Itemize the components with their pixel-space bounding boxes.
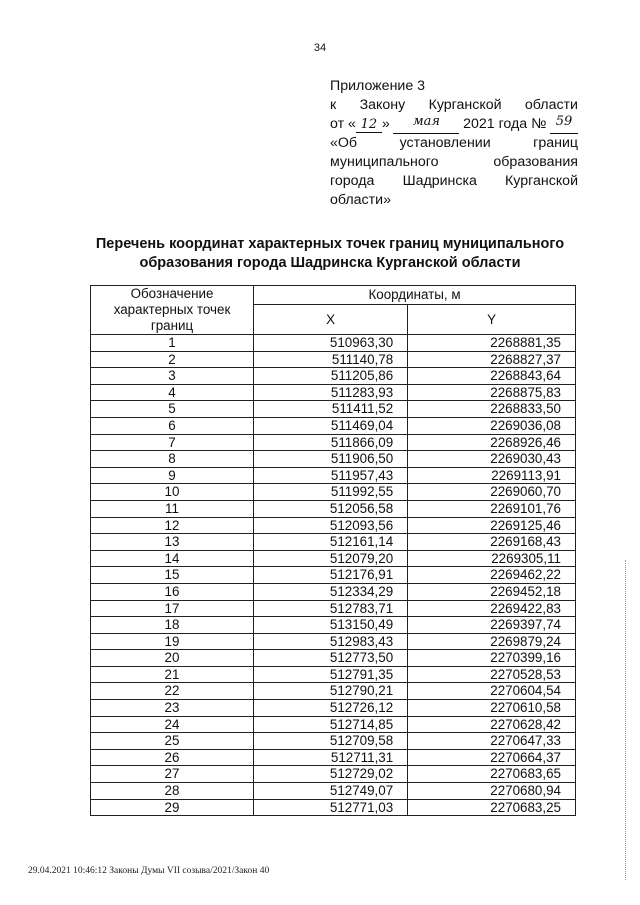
point-number-cell: 18 (91, 617, 254, 634)
annex-word: к (330, 97, 337, 113)
table-row (91, 733, 576, 750)
table-row (91, 749, 576, 766)
point-number-cell: 5 (91, 401, 254, 418)
annex-word: «Об (330, 135, 358, 151)
annex-word: образования (493, 154, 578, 170)
date-year: 2021 года № (463, 116, 547, 132)
table-row (91, 484, 576, 501)
annex-word: установлении (399, 135, 491, 151)
x-coordinate-cell: 511866,09 (254, 434, 408, 451)
y-coordinate-cell: 2269036,08 (408, 417, 576, 434)
annex-word: Закону (359, 97, 406, 113)
y-coordinate-cell: 2270628,42 (408, 716, 576, 733)
table-row (91, 683, 576, 700)
y-coordinate-cell: 2268843,64 (408, 368, 576, 385)
x-coordinate-cell: 511906,50 (254, 451, 408, 468)
table-row (91, 700, 576, 717)
table-row (91, 600, 576, 617)
y-coordinate-cell: 2269030,43 (408, 451, 576, 468)
y-coordinate-cell: 2270664,37 (408, 749, 576, 766)
y-coordinate-cell: 2269060,70 (408, 484, 576, 501)
annex-date-line (330, 115, 578, 134)
point-number-cell: 16 (91, 583, 254, 600)
point-number-cell: 13 (91, 534, 254, 551)
date-group (330, 115, 390, 134)
table-row (91, 583, 576, 600)
x-coordinate-cell: 512714,85 (254, 716, 408, 733)
table-body (91, 335, 576, 816)
annex-word: города (330, 173, 375, 189)
table-row (91, 401, 576, 418)
table-row (91, 783, 576, 800)
point-number-cell: 2 (91, 351, 254, 368)
x-coordinate-cell: 512790,21 (254, 683, 408, 700)
page-number: 34 (313, 42, 327, 54)
point-number-cell: 29 (91, 799, 254, 816)
y-coordinate-cell: 2269422,83 (408, 600, 576, 617)
y-coordinate-cell: 2270647,33 (408, 733, 576, 750)
x-coordinate-cell: 511205,86 (254, 368, 408, 385)
table-row (91, 550, 576, 567)
document-heading (60, 235, 600, 273)
x-coordinate-cell: 510963,30 (254, 335, 408, 352)
y-coordinate-cell: 2268881,35 (408, 335, 576, 352)
y-coordinate-cell: 2269125,46 (408, 517, 576, 534)
margin-registration-stamp (625, 560, 632, 880)
table-row (91, 766, 576, 783)
y-coordinate-cell: 2270610,58 (408, 700, 576, 717)
annex-line-7: области» (330, 192, 391, 208)
point-number-cell: 10 (91, 484, 254, 501)
annex-word: Курганской (428, 97, 502, 113)
header-designation: Обозначение характерных точек границ (91, 286, 254, 335)
table-row (91, 384, 576, 401)
point-number-cell: 1 (91, 335, 254, 352)
table-row (91, 417, 576, 434)
table-row (91, 716, 576, 733)
x-coordinate-cell: 511469,04 (254, 417, 408, 434)
y-coordinate-cell: 2268926,46 (408, 434, 576, 451)
x-coordinate-cell: 511411,52 (254, 401, 408, 418)
x-coordinate-cell: 512771,03 (254, 799, 408, 816)
annex-line-5 (330, 153, 578, 172)
x-coordinate-cell: 512783,71 (254, 600, 408, 617)
x-coordinate-cell: 512093,56 (254, 517, 408, 534)
point-number-cell: 12 (91, 517, 254, 534)
table-row (91, 567, 576, 584)
point-number-cell: 6 (91, 417, 254, 434)
y-coordinate-cell: 2268827,37 (408, 351, 576, 368)
header-x: X (254, 304, 408, 334)
point-number-cell: 19 (91, 633, 254, 650)
header-coordinates: Координаты, м (254, 286, 576, 305)
x-coordinate-cell: 511283,93 (254, 384, 408, 401)
x-coordinate-cell: 512056,58 (254, 500, 408, 517)
table-row (91, 666, 576, 683)
x-coordinate-cell: 512773,50 (254, 650, 408, 667)
x-coordinate-cell: 512161,14 (254, 534, 408, 551)
annex-word: области (524, 97, 578, 113)
table-row (91, 467, 576, 484)
y-coordinate-cell: 2270528,53 (408, 666, 576, 683)
annex-block (330, 77, 578, 210)
x-coordinate-cell: 512729,02 (254, 766, 408, 783)
point-number-cell: 20 (91, 650, 254, 667)
point-number-cell: 25 (91, 733, 254, 750)
y-coordinate-cell: 2269879,24 (408, 633, 576, 650)
heading-line-1: Перечень координат характерных точек границ муниципального (95, 236, 565, 252)
y-coordinate-cell: 2270680,94 (408, 783, 576, 800)
y-coordinate-cell: 2270683,65 (408, 766, 576, 783)
y-coordinate-cell: 2269305,11 (408, 550, 576, 567)
y-coordinate-cell: 2269462,22 (408, 567, 576, 584)
annex-title: Приложение 3 (330, 78, 426, 94)
annex-line-6 (330, 172, 578, 191)
point-number-cell: 24 (91, 716, 254, 733)
date-mid: » (381, 116, 390, 132)
table-row (91, 335, 576, 352)
annex-word: муниципального (330, 154, 439, 170)
coordinates-table (90, 285, 576, 816)
point-number-cell: 23 (91, 700, 254, 717)
x-coordinate-cell: 512726,12 (254, 700, 408, 717)
handwritten-day: 12 (356, 118, 382, 133)
y-coordinate-cell: 2270604,54 (408, 683, 576, 700)
x-coordinate-cell: 512983,43 (254, 633, 408, 650)
header-y: Y (408, 304, 576, 334)
table-row (91, 451, 576, 468)
point-number-cell: 21 (91, 666, 254, 683)
x-coordinate-cell: 512709,58 (254, 733, 408, 750)
table-row (91, 500, 576, 517)
point-number-cell: 8 (91, 451, 254, 468)
y-coordinate-cell: 2269113,91 (408, 467, 576, 484)
annex-line-2 (330, 96, 578, 115)
annex-word: границ (533, 135, 578, 151)
footer-filepath: 29.04.2021 10:46:12 Законы Думы VII созыва/2021/Закон 40 (28, 866, 270, 876)
x-coordinate-cell: 512791,35 (254, 666, 408, 683)
y-coordinate-cell: 2269452,18 (408, 583, 576, 600)
point-number-cell: 26 (91, 749, 254, 766)
x-coordinate-cell: 511957,43 (254, 467, 408, 484)
x-coordinate-cell: 511992,55 (254, 484, 408, 501)
y-coordinate-cell: 2268875,83 (408, 384, 576, 401)
x-coordinate-cell: 512079,20 (254, 550, 408, 567)
point-number-cell: 14 (91, 550, 254, 567)
date-prefix: от « (330, 116, 356, 132)
point-number-cell: 17 (91, 600, 254, 617)
annex-line-4 (330, 134, 578, 153)
annex-word: Курганской (505, 173, 578, 189)
point-number-cell: 7 (91, 434, 254, 451)
table-row (91, 633, 576, 650)
table-row (91, 351, 576, 368)
point-number-cell: 22 (91, 683, 254, 700)
x-coordinate-cell: 512711,31 (254, 749, 408, 766)
handwritten-law-number: 59 (550, 115, 578, 134)
table-row (91, 617, 576, 634)
table-row (91, 368, 576, 385)
point-number-cell: 28 (91, 783, 254, 800)
table-row (91, 434, 576, 451)
point-number-cell: 9 (91, 467, 254, 484)
point-number-cell: 11 (91, 500, 254, 517)
y-coordinate-cell: 2269168,43 (408, 534, 576, 551)
annex-word: Шадринска (402, 173, 477, 189)
y-coordinate-cell: 2269397,74 (408, 617, 576, 634)
y-coordinate-cell: 2270399,16 (408, 650, 576, 667)
y-coordinate-cell: 2268833,50 (408, 401, 576, 418)
y-coordinate-cell: 2270683,25 (408, 799, 576, 816)
x-coordinate-cell: 511140,78 (254, 351, 408, 368)
table-row (91, 534, 576, 551)
point-number-cell: 4 (91, 384, 254, 401)
heading-line-2: образования города Шадринска Курганской области (139, 255, 521, 271)
point-number-cell: 3 (91, 368, 254, 385)
point-number-cell: 27 (91, 766, 254, 783)
handwritten-month: мая (393, 115, 459, 134)
table-row (91, 650, 576, 667)
table-row (91, 517, 576, 534)
x-coordinate-cell: 512749,07 (254, 783, 408, 800)
y-coordinate-cell: 2269101,76 (408, 500, 576, 517)
point-number-cell: 15 (91, 567, 254, 584)
x-coordinate-cell: 513150,49 (254, 617, 408, 634)
x-coordinate-cell: 512176,91 (254, 567, 408, 584)
x-coordinate-cell: 512334,29 (254, 583, 408, 600)
table-row (91, 799, 576, 816)
